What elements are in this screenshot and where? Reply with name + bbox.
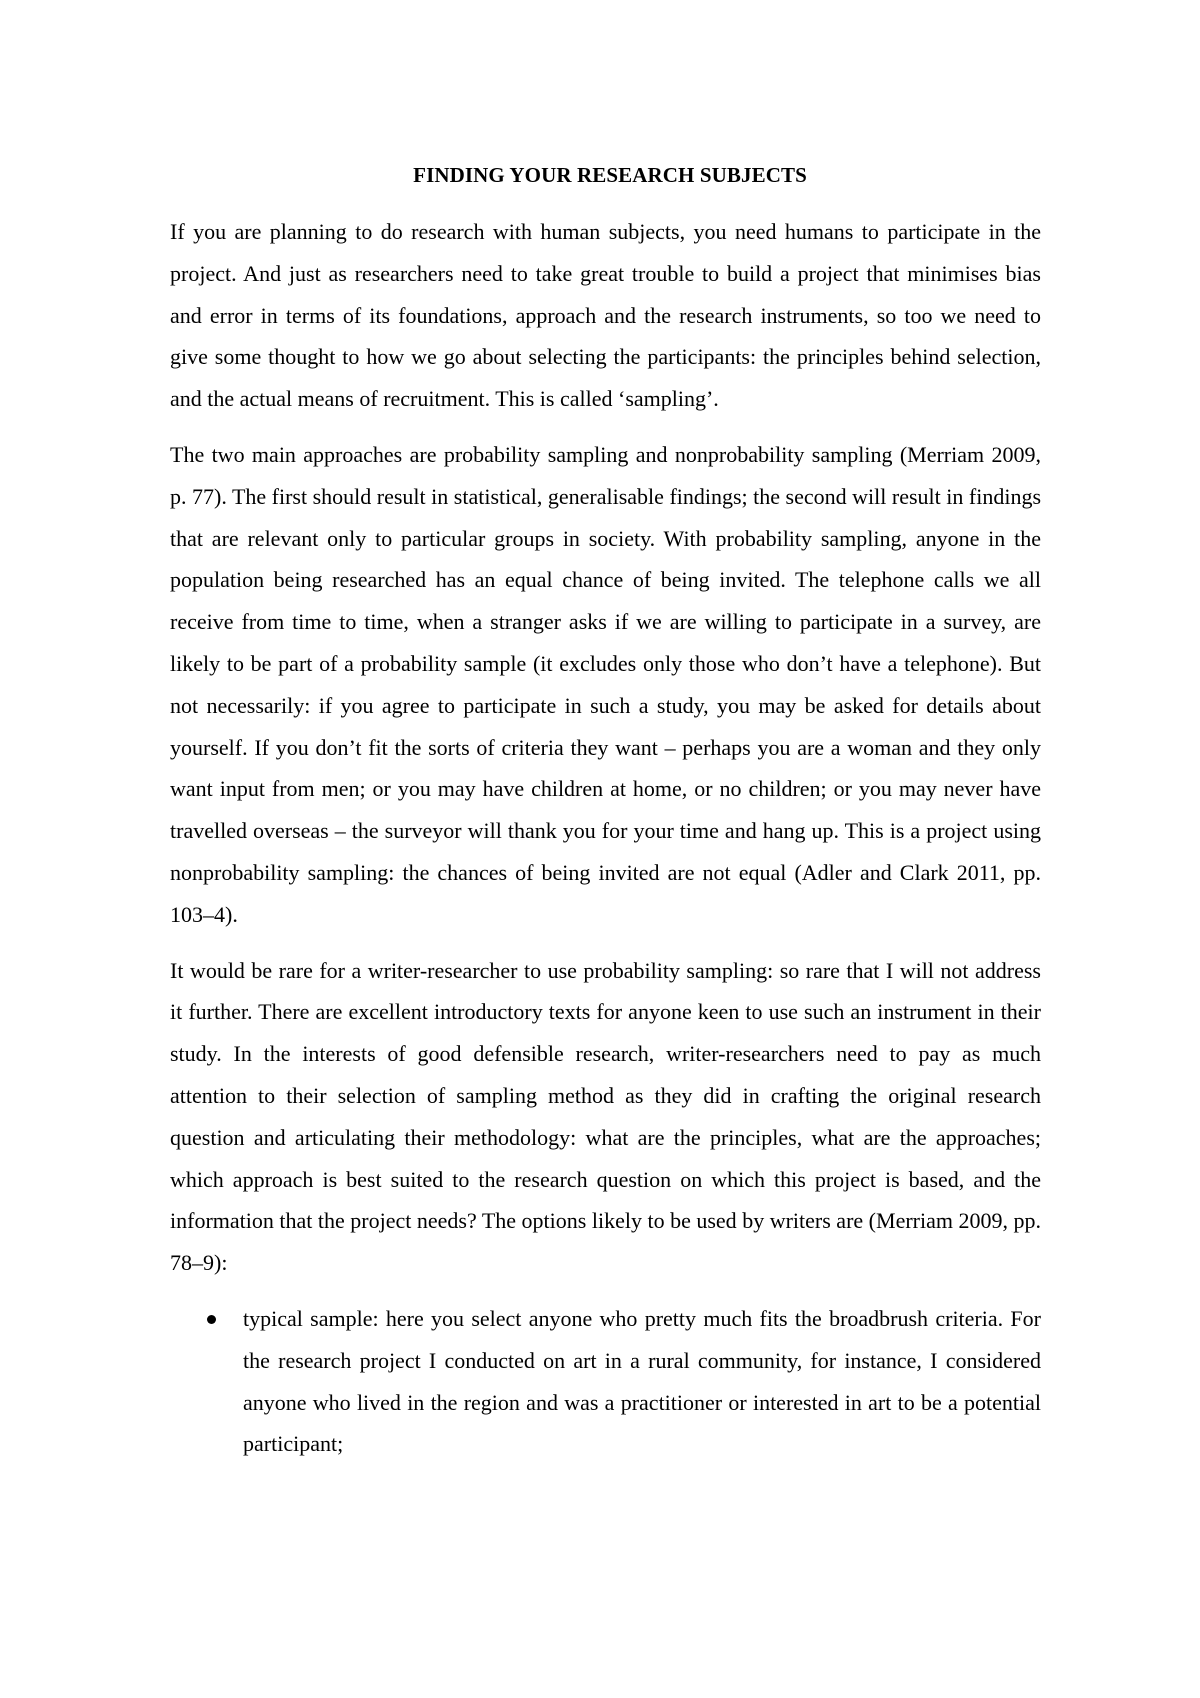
document-body bbox=[170, 211, 1041, 1465]
bullet-icon bbox=[207, 1315, 216, 1324]
paragraph-writer-researcher: It would be rare for a writer-researcher to use probability sampling: so rare that I will not address it further. There are excellent introductory texts for anyone keen to use such an instrument in their study. In the interests of good defensible research, writer-researchers need to pay as much attention to their selection of sampling method as they did in crafting the original research question and articulating their methodology: what are the principles, what are the approaches; which approach is best suited to the research question on which this project is based, and the information that the project needs? The options likely to be used by writers are (Merriam 2009, pp. 78–9): bbox=[170, 957, 1041, 1276]
document-title: FINDING YOUR RESEARCH SUBJECTS bbox=[413, 163, 807, 187]
paragraph-sampling-approaches: The two main approaches are probability sampling and nonprobability sampling (Merriam 2009, p. 77). The first should result in statistical, generalisable findings; the second will result in findings that are relevant only to particular groups in society. With probability sampling, anyone in the population being researched has an equal chance of being invited. The telephone calls we all receive from time to time, when a stranger asks if we are willing to participate in a survey, are likely to be part of a probability sample (it excludes only those who don’t have a telephone). But not necessarily: if you agree to participate in such a study, you may be asked for details about yourself. If you don’t fit the sorts of criteria they want – perhaps you are a woman and they only want input from men; or you may have children at home, or no children; or you may never have travelled overseas – the surveyor will thank you for your time and hang up. This is a project using nonprobability sampling: the chances of being invited are not equal (Adler and Clark 2011, pp. 103–4). bbox=[170, 441, 1041, 927]
sampling-options-list bbox=[170, 1298, 1041, 1465]
paragraph-sampling-intro: If you are planning to do research with human subjects, you need humans to participate in the project. And just as researchers need to take great trouble to build a project that minimises bias and error in terms of its foundations, approach and the research instruments, so too we need to give some thought to how we go about selecting the participants: the principles behind selection, and the actual means of recruitment. This is called ‘sampling’. bbox=[170, 219, 1041, 412]
list-item-text: typical sample: here you select anyone who pretty much fits the broadbrush criteria. For the research project I conducted on art in a rural community, for instance, I considered anyone who lived in the region and was a practitioner or interested in art to be a potential participant; bbox=[243, 1305, 1041, 1457]
list-item bbox=[170, 1298, 1041, 1465]
